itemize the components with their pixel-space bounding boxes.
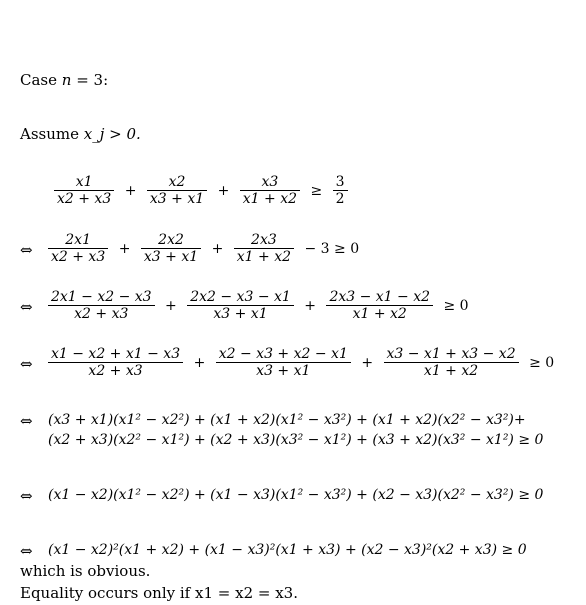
numerator: 2x3 − x1 − x2 bbox=[329, 289, 431, 305]
denominator: x1 + x2 bbox=[326, 305, 433, 322]
expanded-line-5b: (x2 + x3)(x2² − x1²) + (x2 + x3)(x3² − x1²) + (x3 + x2)(x3² − x1²) ≥ 0 bbox=[48, 432, 544, 448]
denominator: x3 + x1 bbox=[216, 362, 351, 379]
plus-operator: + bbox=[124, 182, 137, 199]
assume-expression: x_j > 0. bbox=[83, 125, 141, 143]
denominator: x2 + x3 bbox=[48, 362, 183, 379]
iff-symbol: ⇔ bbox=[20, 542, 33, 560]
denominator: x1 + x2 bbox=[240, 190, 300, 207]
inequality-line-4 bbox=[46, 346, 558, 379]
plus-operator: + bbox=[361, 354, 374, 371]
case-label: Case bbox=[20, 71, 57, 89]
numerator: 2x2 bbox=[158, 232, 184, 248]
numerator: 3 bbox=[335, 174, 345, 190]
denominator: x2 + x3 bbox=[54, 190, 114, 207]
fraction-term-1 bbox=[54, 174, 114, 207]
tail-expression: ≥ 0 bbox=[529, 354, 555, 371]
iff-symbol: ⇔ bbox=[20, 487, 33, 505]
plus-operator: + bbox=[118, 240, 131, 257]
fraction-term-2 bbox=[187, 289, 294, 322]
iff-symbol: ⇔ bbox=[20, 355, 33, 373]
case-variable: n bbox=[61, 71, 72, 89]
tail-expression: ≥ 0 bbox=[443, 297, 469, 314]
fraction-term-3 bbox=[240, 174, 300, 207]
fraction-term-1 bbox=[48, 289, 155, 322]
numerator: x3 − x1 + x3 − x2 bbox=[386, 346, 516, 362]
fraction-term-1 bbox=[48, 232, 108, 265]
denominator: x2 + x3 bbox=[48, 248, 108, 265]
numerator: x2 bbox=[168, 174, 186, 190]
denominator: x3 + x1 bbox=[147, 190, 207, 207]
expanded-line-5a: (x3 + x1)(x1² − x2²) + (x1 + x2)(x1² − x3²) + (x1 + x2)(x2² − x3²)+ bbox=[48, 412, 526, 428]
equality-note: Equality occurs only if x1 = x2 = x3. bbox=[20, 584, 298, 602]
plus-operator: + bbox=[217, 182, 230, 199]
iff-symbol: ⇔ bbox=[20, 412, 33, 430]
fraction-term-1 bbox=[48, 346, 183, 379]
plus-operator: + bbox=[165, 297, 177, 314]
fraction-term-3 bbox=[326, 289, 433, 322]
numerator: 2x3 bbox=[251, 232, 277, 248]
denominator: x1 + x2 bbox=[234, 248, 294, 265]
tail-expression: − 3 ≥ 0 bbox=[304, 240, 360, 257]
denominator: 2 bbox=[333, 190, 348, 207]
geq-operator: ≥ bbox=[310, 182, 323, 199]
plus-operator: + bbox=[211, 240, 224, 257]
numerator: x1 − x2 + x1 − x3 bbox=[51, 346, 181, 362]
inequality-line-3 bbox=[46, 289, 473, 322]
numerator: x1 bbox=[75, 174, 93, 190]
case-value: = 3: bbox=[71, 71, 109, 89]
numerator: 2x2 − x3 − x1 bbox=[190, 289, 291, 305]
fraction-term-2 bbox=[216, 346, 351, 379]
numerator: 2x1 − x2 − x3 bbox=[51, 289, 152, 305]
fraction-term-2 bbox=[141, 232, 201, 265]
denominator: x1 + x2 bbox=[384, 362, 519, 379]
plus-operator: + bbox=[304, 297, 316, 314]
numerator: x3 bbox=[261, 174, 279, 190]
denominator: x3 + x1 bbox=[187, 305, 294, 322]
denominator: x3 + x1 bbox=[141, 248, 201, 265]
denominator: x2 + x3 bbox=[48, 305, 155, 322]
fraction-term-2 bbox=[147, 174, 207, 207]
iff-symbol: ⇔ bbox=[20, 241, 33, 259]
plus-operator: + bbox=[193, 354, 206, 371]
fraction-rhs bbox=[333, 174, 348, 207]
assume-label: Assume bbox=[20, 125, 79, 143]
fraction-term-3 bbox=[234, 232, 294, 265]
obvious-note: which is obvious. bbox=[20, 562, 151, 580]
assumption-line bbox=[20, 125, 141, 143]
final-line-7: (x1 − x2)²(x1 + x2) + (x1 − x3)²(x1 + x3) + (x2 − x3)²(x2 + x3) ≥ 0 bbox=[48, 542, 527, 558]
fraction-term-3 bbox=[384, 346, 519, 379]
numerator: x2 − x3 + x2 − x1 bbox=[218, 346, 348, 362]
case-heading bbox=[20, 71, 108, 89]
factored-line-6: (x1 − x2)(x1² − x2²) + (x1 − x3)(x1² − x3²) + (x2 − x3)(x2² − x3²) ≥ 0 bbox=[48, 487, 544, 503]
inequality-line-2 bbox=[46, 232, 363, 265]
numerator: 2x1 bbox=[65, 232, 91, 248]
inequality-line-1 bbox=[52, 174, 350, 207]
iff-symbol: ⇔ bbox=[20, 298, 33, 316]
